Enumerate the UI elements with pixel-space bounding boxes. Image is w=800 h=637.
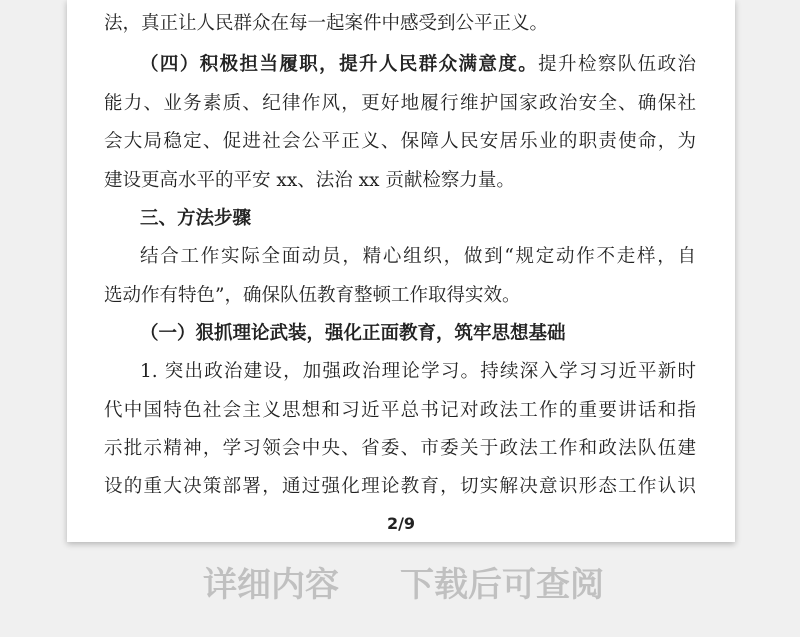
paragraph-line: 1. 突出政治建设，加强政治理论学习。持续深入学习习近平新时	[140, 361, 696, 382]
paragraph-line: 会大局稳定、促进社会公平正义、保障人民安居乐业的职责使命，为	[104, 131, 696, 152]
page-number: 2/9	[386, 514, 416, 533]
banner-details-text: 详细内容	[203, 565, 339, 605]
download-banner	[0, 560, 800, 610]
paragraph-text: 提升检察队伍政治	[538, 54, 696, 75]
subsection-heading: （一）狠抓理论武装，强化正面教育，筑牢思想基础	[140, 323, 566, 344]
section-heading-inline: （四）积极担当履职，提升人民群众满意度。	[140, 54, 539, 75]
paragraph-line: 法，真正让人民群众在每一起案件中感受到公平正义。	[104, 13, 549, 34]
paragraph-line: 选动作有特色”，确保队伍教育整顿工作取得实效。	[104, 285, 521, 306]
banner-download-text: 下载后可查阅	[400, 565, 604, 605]
document-page	[67, 0, 735, 542]
paragraph-line: 结合工作实际全面动员，精心组织，做到“规定动作不走样，自	[140, 246, 696, 267]
paragraph-line: 代中国特色社会主义思想和习近平总书记对政法工作的重要讲话和指	[104, 400, 696, 421]
paragraph-line: 示批示精神，学习领会中央、省委、市委关于政法工作和政法队伍建	[104, 438, 696, 459]
section-heading: 三、方法步骤	[140, 208, 252, 229]
paragraph-line: 设的重大决策部署，通过强化理论教育，切实解决意识形态工作认识	[104, 476, 696, 497]
paragraph-line: 能力、业务素质、纪律作风，更好地履行维护国家政治安全、确保社	[104, 93, 696, 114]
paragraph-line: 建设更高水平的平安 xx、法治 xx 贡献检察力量。	[104, 170, 515, 191]
section-paragraph-line	[140, 50, 696, 80]
